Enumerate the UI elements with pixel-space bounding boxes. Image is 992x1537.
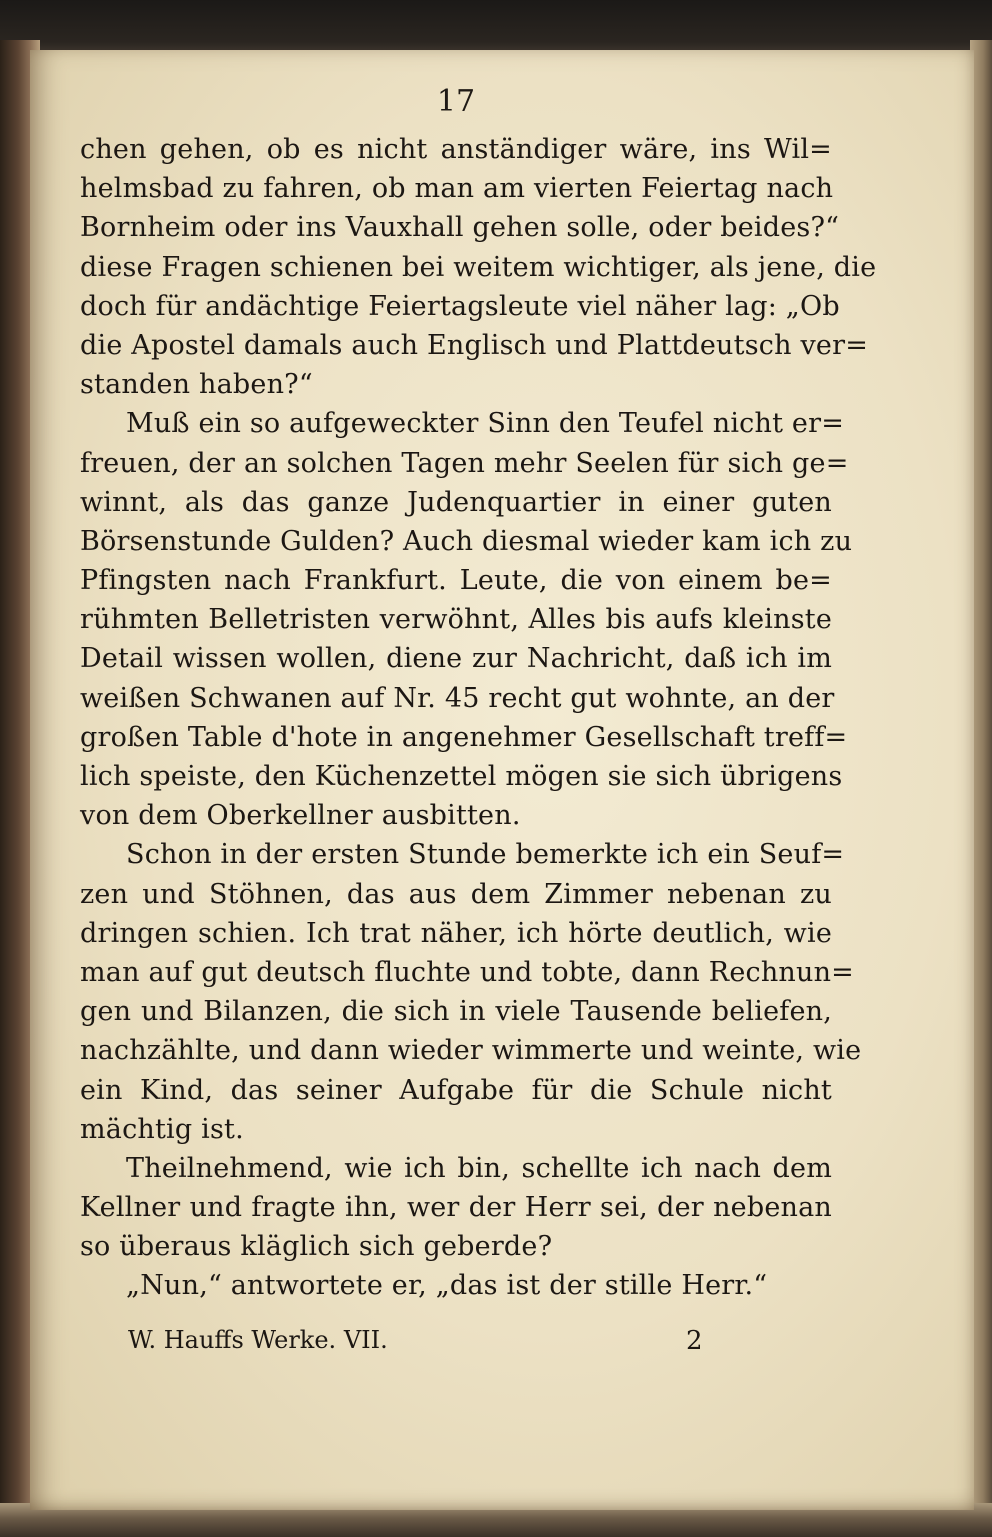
text-line: Pfingsten nach Frankfurt. Leute, die von einem be= bbox=[80, 565, 832, 597]
text-line: von dem Oberkellner ausbitten. bbox=[80, 800, 521, 832]
text-line: standen haben?“ bbox=[80, 369, 313, 401]
text-line: helmsbad zu fahren, ob man am vierten Feiertag nach bbox=[80, 173, 834, 205]
text-line: man auf gut deutsch fluchte und tobte, dann Rechnun= bbox=[80, 956, 855, 988]
sheet-number: 2 bbox=[686, 1326, 703, 1356]
text-line: gen und Bilanzen, die sich in viele Tausende beliefen, bbox=[80, 996, 832, 1028]
text-line: die Apostel damals auch Englisch und Plattdeutsch ver= bbox=[80, 329, 869, 361]
text-line: Schon in der ersten Stunde bemerkte ich ein Seuf= bbox=[126, 839, 845, 871]
text-line: mächtig ist. bbox=[80, 1113, 244, 1145]
text-line: lich speiste, den Küchenzettel mögen sie sich übrigens bbox=[80, 761, 843, 792]
text-line: chen gehen, ob es nicht anständiger wäre, ins Wil= bbox=[80, 134, 832, 165]
text-line: dringen schien. Ich trat näher, ich hörte deutlich, wie bbox=[80, 917, 832, 949]
text-line: ein Kind, das seiner Aufgabe für die Schule nicht bbox=[80, 1074, 832, 1106]
text-line: weißen Schwanen auf Nr. 45 recht gut wohnte, an der bbox=[80, 682, 835, 714]
page-footer bbox=[128, 1326, 748, 1366]
text-line: freuen, der an solchen Tagen mehr Seelen für sich ge= bbox=[80, 447, 849, 479]
text-line: doch für andächtige Feiertagsleute viel näher lag: „Ob bbox=[80, 290, 840, 322]
text-line: Detail wissen wollen, diene zur Nachricht, daß ich im bbox=[80, 643, 832, 675]
text-line: Muß ein so aufgeweckter Sinn den Teufel nicht er= bbox=[126, 408, 845, 440]
text-line: Bornheim oder ins Vauxhall gehen solle, oder beides?“ bbox=[80, 212, 840, 244]
text-line: Theilnehmend, wie ich bin, schellte ich nach dem bbox=[126, 1152, 832, 1184]
text-line: großen Table d'hote in angenehmer Gesellschaft treff= bbox=[80, 721, 848, 753]
text-line: rühmten Belletristen verwöhnt, Alles bis aufs kleinste bbox=[80, 604, 832, 636]
text-line: nachzählte, und dann wieder wimmerte und weinte, wie bbox=[80, 1035, 862, 1067]
text-line: Kellner und fragte ihn, wer der Herr sei, der nebenan bbox=[80, 1192, 832, 1224]
book-page bbox=[30, 50, 974, 1510]
text-line: so überaus kläglich sich geberde? bbox=[80, 1231, 553, 1263]
text-line: Börsenstunde Gulden? Auch diesmal wieder kam ich zu bbox=[80, 525, 853, 557]
text-line: „Nun,“ antwortete er, „das ist der stille Herr.“ bbox=[126, 1270, 768, 1302]
text-line: zen und Stöhnen, das aus dem Zimmer nebenan zu bbox=[80, 878, 832, 910]
text-line: diese Fragen schienen bei weitem wichtiger, als jene, die bbox=[80, 251, 877, 283]
signature-mark: W. Hauffs Werke. VII. bbox=[128, 1326, 388, 1354]
page-number: 17 bbox=[436, 84, 476, 119]
body-text bbox=[80, 130, 877, 1306]
text-line: winnt, als das ganze Judenquartier in einer guten bbox=[80, 486, 832, 518]
